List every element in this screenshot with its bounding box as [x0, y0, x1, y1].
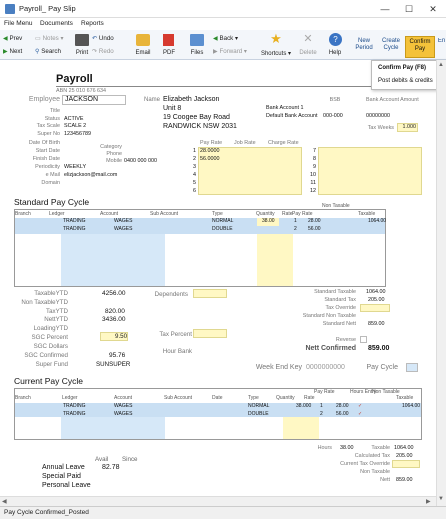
- taxable-ytd-label: TaxableYTD: [34, 290, 68, 297]
- files-button[interactable]: Files: [190, 50, 204, 56]
- type-cell[interactable]: DOUBLE: [248, 411, 269, 417]
- print-button[interactable]: Print: [75, 50, 89, 56]
- start-date-label: Start Date: [35, 148, 60, 154]
- bank-amount-label: Bank Account Amount: [366, 97, 419, 103]
- hour-bank-label: Hour Bank: [162, 348, 192, 355]
- nett-ytd-label: NettYTD: [44, 316, 68, 323]
- domain-label: Domain: [41, 180, 60, 186]
- star-icon: ★: [270, 31, 282, 46]
- ledger-cell[interactable]: TRADING: [63, 226, 86, 232]
- window-title: Payroll_ Pay Slip: [19, 4, 76, 13]
- column-header: Type: [212, 211, 223, 217]
- column-header: Quantity: [276, 395, 295, 401]
- standard-taxable-value[interactable]: 1064.00: [366, 289, 386, 295]
- back-arrow-icon: ◀: [213, 35, 218, 42]
- pay-rate-index: 1: [193, 148, 196, 154]
- app-icon: [5, 4, 15, 14]
- title-label: Title: [50, 108, 60, 114]
- standard-pay-cycle-title: Standard Pay Cycle: [14, 197, 90, 207]
- super-no-label: Super No: [37, 131, 60, 137]
- account-cell[interactable]: WAGES: [114, 218, 133, 224]
- email-label: e Mail: [45, 172, 60, 178]
- post-debits-menu-item[interactable]: Post debits & credits: [378, 78, 433, 84]
- pay-rates-grid-right[interactable]: [318, 147, 422, 195]
- standard-tax-label: Standard Tax: [324, 297, 356, 303]
- tax-weeks-label: Tax Weeks: [367, 125, 394, 131]
- forward-arrow-icon: ▶: [213, 48, 218, 55]
- employee-field[interactable]: JACKSON: [62, 95, 126, 105]
- pay-rate-index: 12: [310, 188, 316, 194]
- phone-label: Phone: [106, 151, 122, 157]
- column-header: Account: [100, 211, 119, 217]
- personal-leave-label: Personal Leave: [42, 482, 91, 489]
- column-header: Account: [114, 395, 133, 401]
- dependents-label: Dependents: [154, 291, 188, 298]
- column-header: Pay Rate: [314, 389, 335, 395]
- reverse-checkbox[interactable]: [360, 336, 367, 343]
- status-text: Pay Cycle Confirmed_Posted: [4, 509, 89, 516]
- since-header: Since: [122, 456, 138, 463]
- ledger-cell[interactable]: TRADING: [63, 403, 86, 409]
- standard-tax-value[interactable]: 205.00: [368, 297, 385, 303]
- employee-label: Employee: [28, 96, 60, 103]
- scroll-up-icon[interactable]: ▲: [438, 62, 444, 68]
- pay-rate-header: Pay Rate: [200, 140, 223, 146]
- tax-scale-label: Tax Scale: [36, 123, 60, 129]
- column-header: Branch: [15, 211, 31, 217]
- sgc-percent-field[interactable]: 9.50: [100, 332, 128, 341]
- special-paid-label: Special Paid: [42, 473, 81, 480]
- current-nett-value[interactable]: 859.00: [396, 477, 413, 483]
- hours-value[interactable]: 38.00: [340, 445, 354, 451]
- column-header: Taxable: [396, 395, 414, 401]
- calculated-tax-label: Calculated Tax: [354, 453, 390, 459]
- periodicity-value[interactable]: WEEKLY: [64, 164, 87, 170]
- account-cell[interactable]: WAGES: [114, 403, 133, 409]
- nett-confirmed-value[interactable]: 859.00: [368, 345, 390, 352]
- sgc-percent-label: SGC Percent: [31, 334, 68, 341]
- scroll-left-icon[interactable]: ◀: [2, 499, 7, 505]
- nett-ytd-value[interactable]: 3436.00: [102, 316, 126, 323]
- close-button[interactable]: ✕: [429, 4, 437, 14]
- prev-button[interactable]: ◀ Prev: [3, 35, 23, 42]
- current-taxable-label: Taxable: [371, 445, 390, 451]
- sgc-dollars-label: SGC Dollars: [33, 343, 68, 350]
- tax-override-label: Tax Override: [325, 305, 356, 311]
- pay-cycle-label: Pay Cycle: [366, 364, 398, 371]
- column-header: Rate: [304, 395, 315, 401]
- annual-leave-value[interactable]: 82.78: [102, 464, 120, 471]
- next-button[interactable]: ▶ Next: [3, 48, 23, 55]
- standard-taxable-label: Standard Taxable: [314, 289, 356, 295]
- tax-percent-field[interactable]: [193, 329, 227, 338]
- default-bsb-value[interactable]: 000-000: [323, 113, 343, 119]
- help-button[interactable]: Help: [328, 50, 342, 56]
- taxable-ytd-value[interactable]: 4256.00: [102, 290, 126, 297]
- search-button[interactable]: ⚲ Search: [35, 48, 61, 55]
- column-header: Date: [212, 395, 223, 401]
- loading-ytd-label: LoadingYTD: [33, 325, 68, 332]
- redo-button[interactable]: ↷ Redo: [92, 48, 114, 55]
- address-line-3[interactable]: RANDWICK NSW 2031: [163, 123, 237, 130]
- standard-nett-label: Standard Nett: [322, 321, 356, 327]
- week-end-key-label: Week End Key: [255, 364, 302, 371]
- forward-button[interactable]: ▶ Forward ▾: [213, 48, 248, 55]
- account-cell[interactable]: WAGES: [114, 226, 133, 232]
- vertical-scrollbar[interactable]: [436, 60, 446, 506]
- menu-file[interactable]: File Menu: [4, 20, 33, 27]
- pay-rate-index: 11: [310, 180, 316, 186]
- account-cell[interactable]: WAGES: [114, 411, 133, 417]
- prev-arrow-icon: ◀: [3, 35, 8, 42]
- scroll-down-icon[interactable]: ▼: [438, 496, 444, 502]
- rate-cell[interactable]: 1: [320, 403, 323, 409]
- pay-rate-index: 3: [193, 164, 196, 170]
- ledger-cell[interactable]: TRADING: [63, 411, 86, 417]
- status-bar: [0, 506, 446, 519]
- maximize-button[interactable]: ☐: [404, 4, 414, 14]
- horizontal-scrollbar[interactable]: [0, 496, 436, 506]
- standard-nett-value[interactable]: 859.00: [368, 321, 385, 327]
- shortcuts-button[interactable]: Shortcuts ▾: [260, 51, 292, 57]
- current-tax-override-label: Current Tax Override: [340, 461, 390, 467]
- email-icon: [136, 34, 150, 46]
- rate-cell[interactable]: 2: [320, 411, 323, 417]
- pay-rate-index: 8: [313, 156, 316, 162]
- pay-rate-index: 2: [193, 156, 196, 162]
- column-header: Pay Rate: [292, 211, 313, 217]
- status-value[interactable]: ACTIVE: [64, 116, 84, 122]
- undo-icon: ↶: [92, 35, 98, 42]
- name-value[interactable]: Elizabeth Jackson: [163, 96, 220, 103]
- column-header: Sub Account: [150, 211, 179, 217]
- current-taxable-value[interactable]: 1064.00: [394, 445, 414, 451]
- new-period-button[interactable]: New Period: [355, 38, 373, 51]
- type-cell[interactable]: DOUBLE: [212, 226, 233, 232]
- menu-bar: [0, 18, 446, 30]
- tax-scale-value[interactable]: SCALE 2: [64, 123, 87, 129]
- status-label: Status: [44, 116, 60, 122]
- address-line-2[interactable]: 19 Coogee Bay Road: [163, 114, 230, 121]
- taxable-cell[interactable]: 1064.00: [368, 218, 387, 224]
- nett-confirmed-label: Nett Confirmed: [305, 345, 356, 352]
- column-header: Rate: [282, 211, 293, 217]
- pay-rate-cell[interactable]: 28.00: [336, 403, 349, 409]
- pay-rate-index: 7: [313, 148, 316, 154]
- reverse-label: Reverse: [335, 337, 356, 343]
- pdf-button[interactable]: PDF: [163, 50, 175, 56]
- pay-rates-grid-left[interactable]: [198, 147, 302, 195]
- taxable-cell[interactable]: 1064.00: [402, 403, 421, 409]
- pay-rate-1[interactable]: 28.0000: [200, 148, 220, 154]
- help-icon: ?: [329, 33, 342, 46]
- scroll-right-icon[interactable]: ▶: [426, 499, 431, 505]
- avail-header: Avail: [95, 456, 109, 463]
- hours-entry-check-icon[interactable]: ✓: [358, 403, 363, 409]
- pay-rate-2[interactable]: 56.0000: [200, 156, 220, 162]
- menu-documents[interactable]: Documents: [40, 20, 73, 27]
- undo-button[interactable]: ↶ Undo: [92, 35, 114, 42]
- job-rate-header: Job Rate: [234, 140, 256, 146]
- toolbar: [0, 30, 446, 60]
- mobile-value[interactable]: 0400 000 000: [124, 158, 157, 164]
- current-nett-label: Nett: [380, 477, 390, 483]
- title-divider: [56, 86, 406, 87]
- address-line-1[interactable]: Unit 8: [163, 105, 182, 112]
- quantity-cell[interactable]: 38.000: [296, 403, 312, 409]
- nontaxable-ytd-label: Non TaxableYTD: [21, 299, 68, 306]
- pay-rate-cell[interactable]: 56.00: [308, 226, 321, 232]
- column-header: Taxable: [358, 211, 376, 217]
- column-header: Non Taxable: [322, 203, 350, 209]
- back-button[interactable]: ◀ Back ▾: [213, 35, 239, 42]
- mobile-label: Mobile: [106, 158, 122, 164]
- notes-button[interactable]: ▭ Notes ▾: [35, 35, 64, 42]
- tax-override-field[interactable]: [360, 304, 390, 312]
- next-arrow-icon: ▶: [3, 48, 8, 55]
- tax-ytd-value[interactable]: 820.00: [105, 308, 125, 315]
- pdf-icon: [163, 34, 174, 46]
- delete-icon: ✕: [303, 33, 313, 45]
- print-icon: [75, 34, 89, 46]
- charge-rate-header: Charge Rate: [268, 140, 299, 146]
- standard-nontaxable-label: Standard Non Taxable: [302, 313, 356, 319]
- name-label: Name: [143, 97, 160, 103]
- confirm-pay-menu: [371, 60, 446, 90]
- default-bank-label: Default Bank Account: [266, 113, 318, 119]
- rate-cell[interactable]: 2: [294, 226, 297, 232]
- current-pay-cycle-title: Current Pay Cycle: [14, 376, 83, 386]
- pay-cycle-field[interactable]: [406, 363, 418, 372]
- ledger-cell[interactable]: TRADING: [63, 218, 86, 224]
- page-title: Payroll: [56, 73, 93, 85]
- files-icon: [190, 34, 204, 46]
- bank-account-1-label: Bank Account 1: [266, 105, 304, 111]
- finish-date-label: Finish Date: [32, 156, 60, 162]
- week-end-key-value[interactable]: 0000000000: [306, 364, 345, 371]
- column-header: Ledger: [62, 395, 78, 401]
- tax-percent-label: Tax Percent: [159, 331, 192, 338]
- confirm-pay-button[interactable]: Confirm Pay: [405, 36, 435, 58]
- super-fund-label: Super Fund: [35, 361, 68, 368]
- column-header: Branch: [15, 395, 31, 401]
- dependents-field[interactable]: [193, 289, 227, 298]
- create-cycle-button[interactable]: Create Cycle: [381, 38, 400, 51]
- column-header: Type: [248, 395, 259, 401]
- annual-leave-label: Annual Leave: [42, 464, 85, 471]
- confirm-pay-menu-item[interactable]: Confirm Pay (F8): [378, 65, 427, 71]
- tax-ytd-label: TaxYTD: [45, 308, 68, 315]
- email-button[interactable]: Email: [135, 50, 151, 56]
- type-cell[interactable]: NORMAL: [212, 218, 234, 224]
- quantity-cell[interactable]: 38.00: [262, 218, 275, 224]
- pay-rate-index: 9: [313, 164, 316, 170]
- minimize-button[interactable]: —: [380, 4, 390, 14]
- bsb-label: BSB: [329, 97, 341, 103]
- pay-rate-index: 6: [193, 188, 196, 194]
- column-header: Hours Entry: [350, 389, 377, 395]
- sgc-confirmed-label: SGC Confirmed: [24, 352, 68, 359]
- default-account-value[interactable]: 00000000: [366, 113, 390, 119]
- column-header: Quantity: [256, 211, 275, 217]
- current-nontaxable-label: Non Taxable: [360, 469, 390, 475]
- periodicity-label: Periodicity: [35, 164, 60, 170]
- column-header: Ledger: [49, 211, 65, 217]
- pay-rate-index: 10: [310, 172, 316, 178]
- column-header: Sub Account: [164, 395, 193, 401]
- calculated-tax-value[interactable]: 205.00: [396, 453, 413, 459]
- menu-reports[interactable]: Reports: [81, 20, 104, 27]
- pay-rate-index: 4: [193, 172, 196, 178]
- dob-label: Date Of Birth: [28, 140, 60, 146]
- pay-rate-cell[interactable]: 56.00: [336, 411, 349, 417]
- redo-icon: ↷: [92, 48, 98, 55]
- rate-cell[interactable]: 1: [294, 218, 297, 224]
- hours-entry-check-icon[interactable]: ✓: [358, 411, 363, 417]
- notes-icon: ▭: [35, 35, 41, 42]
- pay-slip-form: [0, 60, 436, 506]
- title-bar: [0, 0, 446, 18]
- column-header: Non Taxable: [372, 389, 400, 395]
- hours-label: Hours: [317, 445, 332, 451]
- super-no-value[interactable]: 123456789: [64, 131, 91, 137]
- super-fund-value[interactable]: SUNSUPER: [96, 361, 131, 368]
- search-icon: ⚲: [35, 48, 40, 55]
- category-label: Category: [100, 144, 122, 150]
- pay-rate-index: 5: [193, 180, 196, 186]
- abn-text: ABN 25 010 676 634: [56, 88, 107, 94]
- more-button[interactable]: En: [437, 38, 446, 44]
- sgc-confirmed-value[interactable]: 95.76: [109, 352, 126, 359]
- type-cell[interactable]: NORMAL: [248, 403, 270, 409]
- delete-button[interactable]: Delete: [299, 50, 317, 56]
- email-value[interactable]: elizjackson@mail.com: [64, 172, 118, 178]
- tax-weeks-field[interactable]: 1.000: [397, 123, 418, 132]
- current-tax-override-field[interactable]: [392, 460, 420, 468]
- pay-rate-cell[interactable]: 28.00: [308, 218, 321, 224]
